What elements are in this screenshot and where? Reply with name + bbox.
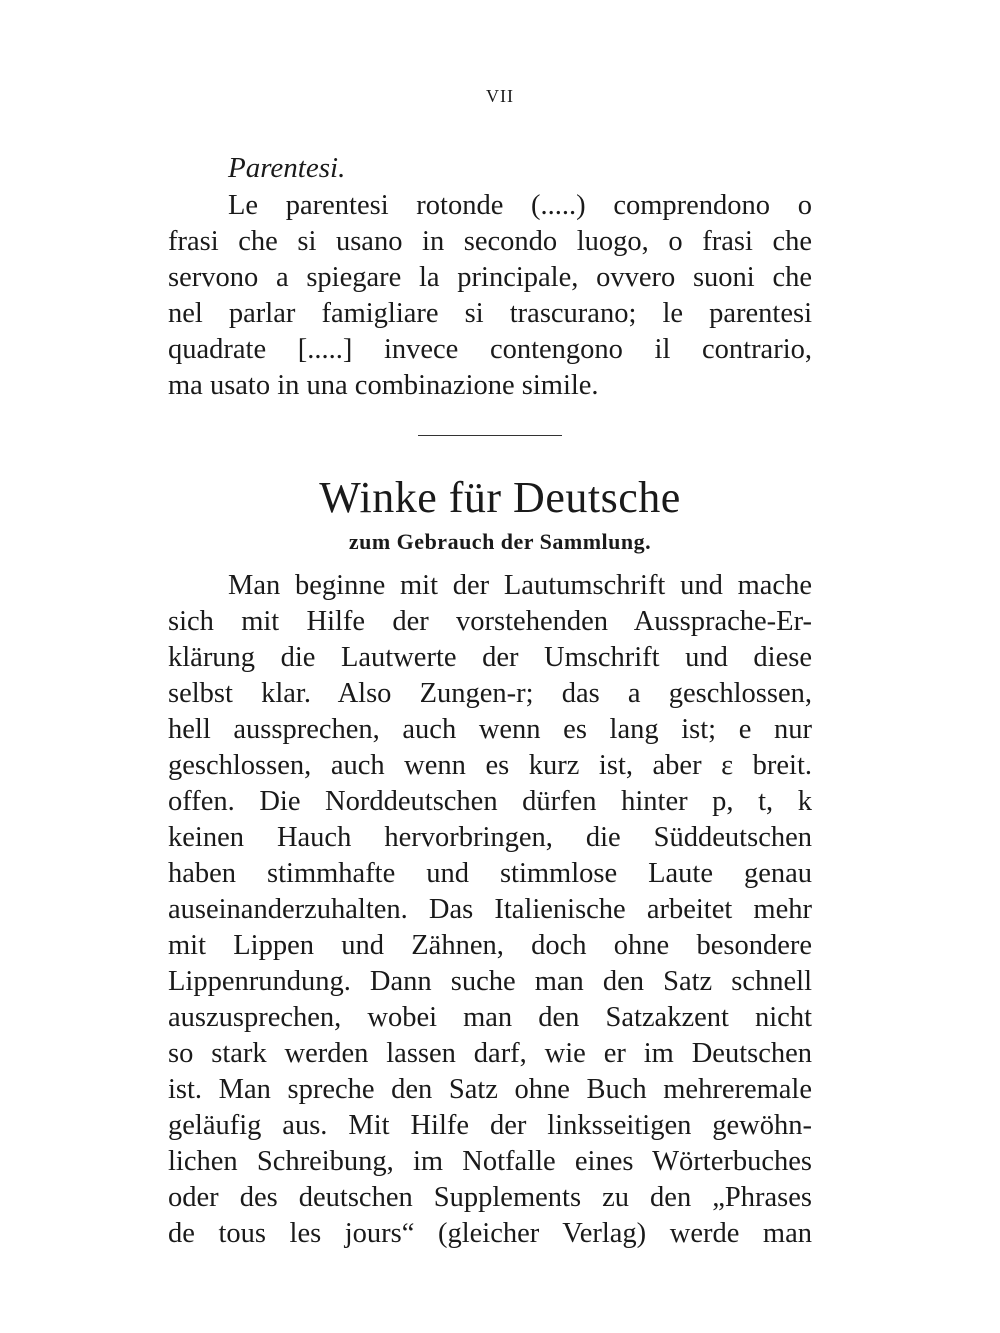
text-line: ma usato in una combinazione simile. — [168, 370, 599, 401]
text-line: klärung die Lautwerte der Umschrift und diese — [168, 642, 812, 673]
text-line: Man beginne mit der Lautumschrift und mache — [228, 570, 812, 601]
text-line: de tous les jours“ (gleicher Verlag) werde man — [168, 1218, 812, 1249]
text-line: sich mit Hilfe der vorstehenden Aussprache-Er- — [168, 606, 812, 637]
text-line: auszusprechen, wobei man den Satzakzent nicht — [168, 1002, 812, 1033]
text-line: mit Lippen und Zähnen, doch ohne besondere — [168, 930, 812, 961]
text-line: lichen Schreibung, im Notfalle eines Wörterbuches — [168, 1146, 812, 1177]
text-line: auseinanderzuhalten. Das Italienische arbeitet mehr — [168, 894, 812, 925]
text-line: frasi che si usano in secondo luogo, o frasi che — [168, 226, 812, 257]
parentesi-paragraph — [168, 188, 812, 404]
text-line: ist. Man spreche den Satz ohne Buch mehreremale — [168, 1074, 812, 1105]
text-line: hell aussprechen, auch wenn es lang ist; e nur — [168, 714, 812, 745]
text-line: geläufig aus. Mit Hilfe der linksseitigen gewöhn- — [168, 1110, 812, 1141]
page-number: VII — [486, 86, 514, 106]
text-line: oder des deutschen Supplements zu den „Phrases — [168, 1182, 812, 1213]
section-title: Winke für Deutsche — [319, 473, 681, 522]
text-line: selbst klar. Also Zungen-r; das a geschlossen, — [168, 678, 812, 709]
winke-paragraph — [168, 568, 812, 1252]
section-divider — [418, 435, 562, 436]
section-heading-parentesi: Parentesi. — [228, 152, 346, 184]
text-line: Lippenrundung. Dann suche man den Satz schnell — [168, 966, 812, 997]
text-line: servono a spiegare la principale, ovvero suoni che — [168, 262, 812, 293]
text-line: keinen Hauch hervorbringen, die Süddeutschen — [168, 822, 812, 853]
text-line: haben stimmhafte und stimmlose Laute genau — [168, 858, 812, 889]
text-line: Le parentesi rotonde (.....) comprendono o — [228, 190, 812, 221]
text-line: geschlossen, auch wenn es kurz ist, aber ε breit. — [168, 750, 812, 781]
section-subtitle: zum Gebrauch der Sammlung. — [348, 529, 652, 554]
text-line: nel parlar famigliare si trascurano; le parentesi — [168, 298, 812, 329]
text-line: quadrate [.....] invece contengono il contrario, — [168, 334, 812, 365]
text-line: offen. Die Norddeutschen dürfen hinter p, t, k — [168, 786, 812, 817]
text-line: so stark werden lassen darf, wie er im Deutschen — [168, 1038, 812, 1069]
